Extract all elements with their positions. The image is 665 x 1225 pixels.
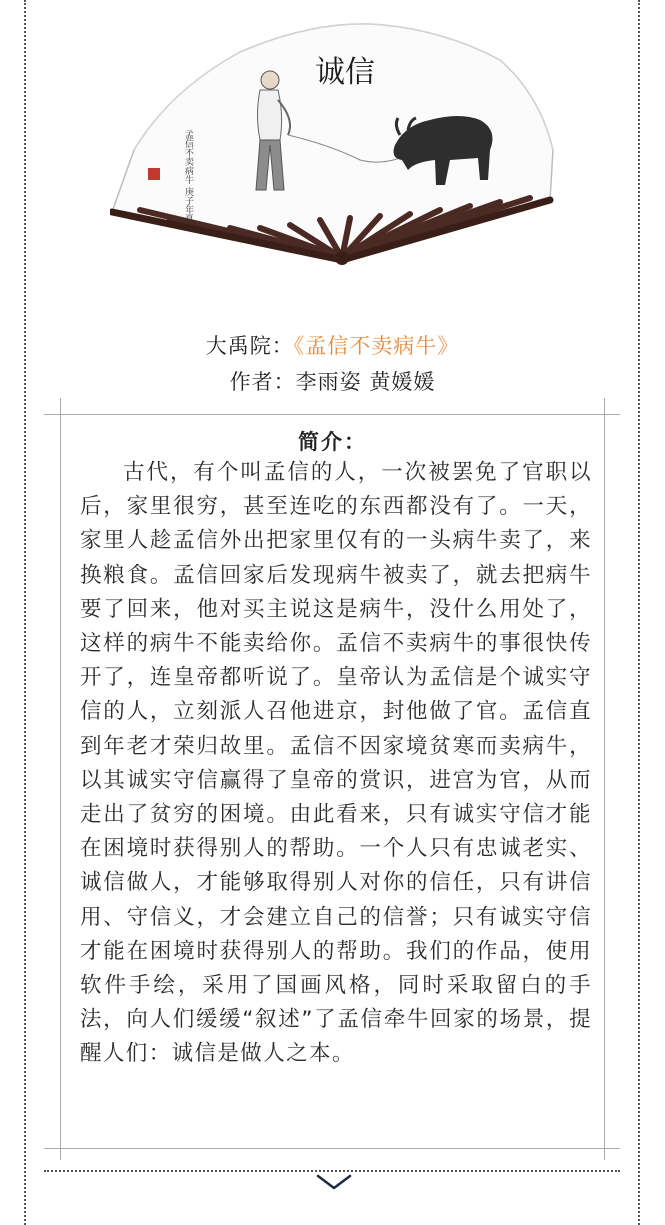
fan-calligraphy: 诚信 — [315, 55, 375, 90]
right-dotted-border — [638, 0, 640, 1225]
school-label: 大禹院： — [205, 334, 294, 358]
intro-body: 古代，有个叫孟信的人，一次被罢免了官职以后，家里很穷，甚至连吃的东西都没有了。一天，家里人趁孟信外出把家里仅有的一头病牛卖了，来换粮食。孟信回家后发现病牛被卖了，就去把病牛要了回来，他对买主说这是病牛，没什么用处了，这样的病牛不能卖给你。孟信不卖病牛的事很快传开了，连皇帝都听说了。皇帝认为孟信是个诚实守信的人，立刻派人召他进京，封他做了官。孟信直到年老才荣归故里。孟信不因家境贫寒而卖病牛，以其诚实守信赢得了皇帝的赏识，进宫为官，从而走出了贫穷的困境。由此看来，只有诚实守信才能在困境时获得别人的帮助。一个人只有忠诚老实、诚信做人，才能够取得别人对你的信任，只有讲信用、守信义，才会建立自己的信誉；只有诚实守信才能在困境时获得别人的帮助。我们的作品，使用软件手绘，采用了国画风格，同时采取留白的手法，向人们缓缓“叙述”了孟信牵牛回家的场景，提醒人们：诚信是做人之本。 — [80, 460, 592, 1067]
left-dotted-border — [24, 0, 26, 1225]
frame-bottom-line — [44, 1148, 620, 1149]
intro-heading: 简介： — [298, 430, 367, 454]
frame-top-line — [44, 414, 620, 415]
fan-illustration — [110, 20, 555, 270]
chevron-down-icon[interactable] — [314, 1172, 354, 1192]
title-line-1 — [0, 330, 665, 360]
frame-right-line — [604, 398, 605, 1160]
seal-icon — [148, 168, 160, 180]
fan-inscription: 孟信不卖病牛 庚子年夏 — [183, 130, 193, 223]
frame-left-line — [60, 398, 61, 1160]
authors-line: 作者：李雨姿 黄媛媛 — [229, 370, 436, 394]
work-title: 《孟信不卖病牛》 — [293, 334, 460, 358]
